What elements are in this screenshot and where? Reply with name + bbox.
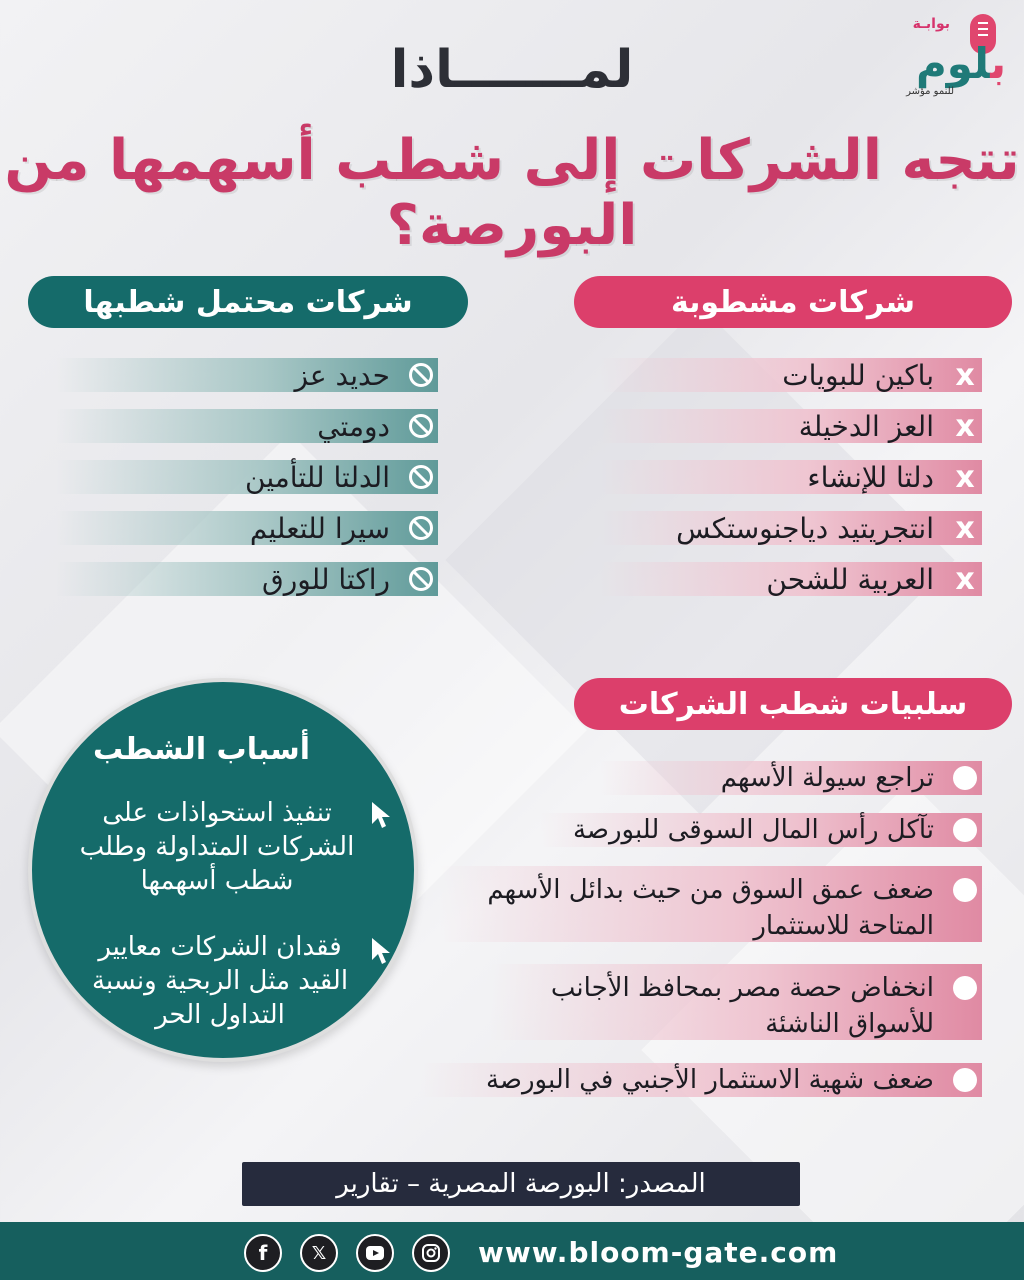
bullet-icon <box>953 878 977 902</box>
youtube-icon[interactable] <box>356 1234 394 1272</box>
list-item <box>600 511 982 545</box>
potential-company: راكتا للورق <box>261 562 390 596</box>
instagram-icon[interactable] <box>412 1234 450 1272</box>
cursor-icon <box>370 800 392 830</box>
bullet-icon <box>953 1068 977 1092</box>
ban-icon <box>408 413 434 439</box>
list-item <box>56 409 438 443</box>
list-item <box>56 511 438 545</box>
list-item <box>540 813 982 847</box>
ban-icon <box>408 566 434 592</box>
delisted-company: العز الدخيلة <box>798 409 934 443</box>
delisted-company: انتجريتيد دياجنوستكس <box>676 511 934 545</box>
negative-item: ضعف عمق السوق من حيث بدائل الأسهم المتاحة للاستثمار <box>487 875 934 941</box>
ban-icon <box>408 362 434 388</box>
bullet-icon <box>953 976 977 1000</box>
list-item <box>600 562 982 596</box>
x-mark-icon: x <box>955 510 975 546</box>
delisted-company: باكين للبويات <box>782 358 934 392</box>
reasons-panel <box>28 678 418 1062</box>
list-item <box>420 1063 982 1097</box>
page-title: تتجه الشركات إلى شطب أسهمها من البورصة؟ <box>4 128 1020 258</box>
website-link[interactable]: www.bloom-gate.com <box>478 1236 839 1269</box>
ban-icon <box>408 464 434 490</box>
list-item <box>600 761 982 795</box>
list-item <box>600 460 982 494</box>
x-mark-icon: x <box>955 408 975 444</box>
potential-company: الدلتا للتأمين <box>245 460 390 494</box>
source-note: المصدر: البورصة المصرية – تقارير <box>242 1162 800 1206</box>
negative-item: تراجع سيولة الأسهم <box>720 763 934 793</box>
x-mark-icon: x <box>955 561 975 597</box>
ban-icon <box>408 515 434 541</box>
logo-portal-text: بوابـة <box>912 16 950 32</box>
potential-company: حديد عز <box>294 358 390 392</box>
delisted-header: شركات مشطوبة <box>574 276 1012 328</box>
reason-item: تنفيذ استحواذات على الشركات المتداولة وطلب شطب أسهمها <box>79 798 355 896</box>
list-item <box>600 409 982 443</box>
list-item <box>56 562 438 596</box>
bullet-icon <box>953 766 977 790</box>
title-why: لمـــــــاذا <box>390 40 634 100</box>
x-mark-icon: x <box>955 459 975 495</box>
logo-tagline: للنمو مؤشر <box>906 86 954 97</box>
list-item <box>56 460 438 494</box>
list-item <box>600 358 982 392</box>
x-mark-icon: x <box>955 357 975 393</box>
facebook-icon[interactable]: f <box>244 1234 282 1272</box>
potential-company: دومتي <box>317 409 390 443</box>
delisted-company: دلتا للإنشاء <box>807 460 934 494</box>
negative-item: تآكل رأس المال السوقى للبورصة <box>572 815 934 845</box>
cursor-icon <box>370 936 392 966</box>
x-icon[interactable]: 𝕏 <box>300 1234 338 1272</box>
negative-item: ضعف شهية الاستثمار الأجنبي في البورصة <box>485 1065 934 1095</box>
logo-wordmark: بلوم <box>915 39 1006 88</box>
bullet-icon <box>953 818 977 842</box>
list-item <box>440 866 982 942</box>
negatives-header: سلبيات شطب الشركات <box>574 678 1012 730</box>
potential-company: سيرا للتعليم <box>249 511 390 545</box>
list-item <box>490 964 982 1040</box>
list-item <box>56 358 438 392</box>
reasons-header: أسباب الشطب <box>93 732 310 767</box>
negative-item: انخفاض حصة مصر بمحافظ الأجانب للأسواق الناشئة <box>550 973 934 1039</box>
potential-header: شركات محتمل شطبها <box>28 276 468 328</box>
delisted-company: العربية للشحن <box>766 562 934 596</box>
reason-item: فقدان الشركات معايير القيد مثل الربحية ونسبة التداول الحر <box>91 932 349 1030</box>
